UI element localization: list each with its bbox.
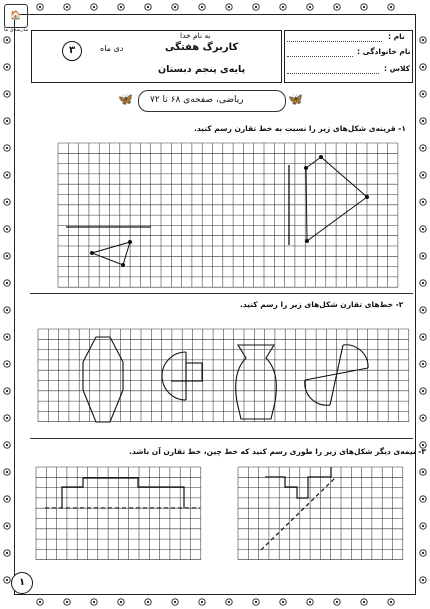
month-label: دی ماه: [100, 44, 124, 53]
week-number-badge: ۳: [62, 41, 82, 61]
question-2-text: ۲- خط‌های تقارن شکل‌های زیر را رسم کنید.: [240, 300, 404, 309]
butterfly-icon: 🦋: [288, 92, 303, 106]
grid-paper: [36, 143, 409, 560]
watermark-text: مدرسه‌ی ما: [4, 27, 29, 33]
topic-banner-text: ریاضی، صفحه‌ی ۶۸ تا ۷۲: [150, 95, 244, 105]
q3-stair-right-shape: [261, 467, 335, 550]
q3-stair-left-shape: [45, 478, 200, 508]
page-number-badge: ۱: [11, 572, 33, 594]
question-3-text: ۳- نیمه‌ی دیگر شکل‌های زیر را طوری رسم کنید که خط چین، خط تقارن آن باشد.: [129, 447, 426, 456]
family-label: نام خانوادگی :: [357, 47, 411, 56]
grade-label: پایه‌ی پنجم دبستان: [158, 64, 246, 75]
school-logo: 🏠: [4, 4, 28, 28]
grid: [36, 467, 201, 560]
q2-circle-split-shape: [305, 345, 368, 405]
bismillah: به نام خدا: [180, 31, 211, 40]
q2-vase-shape: [236, 345, 277, 419]
question-1-text: ۱- قرینه‌ی شکل‌های زیر را نسبت به خط تقارن رسم کنید.: [194, 124, 406, 133]
butterfly-icon: 🦋: [118, 92, 133, 106]
grid: [38, 329, 409, 422]
class-label: کلاس :: [384, 64, 411, 73]
worksheet-title: کاربرگ هفتگی: [165, 42, 239, 53]
name-label: نام :: [388, 32, 405, 41]
grid: [58, 143, 398, 287]
grid: [238, 467, 403, 560]
